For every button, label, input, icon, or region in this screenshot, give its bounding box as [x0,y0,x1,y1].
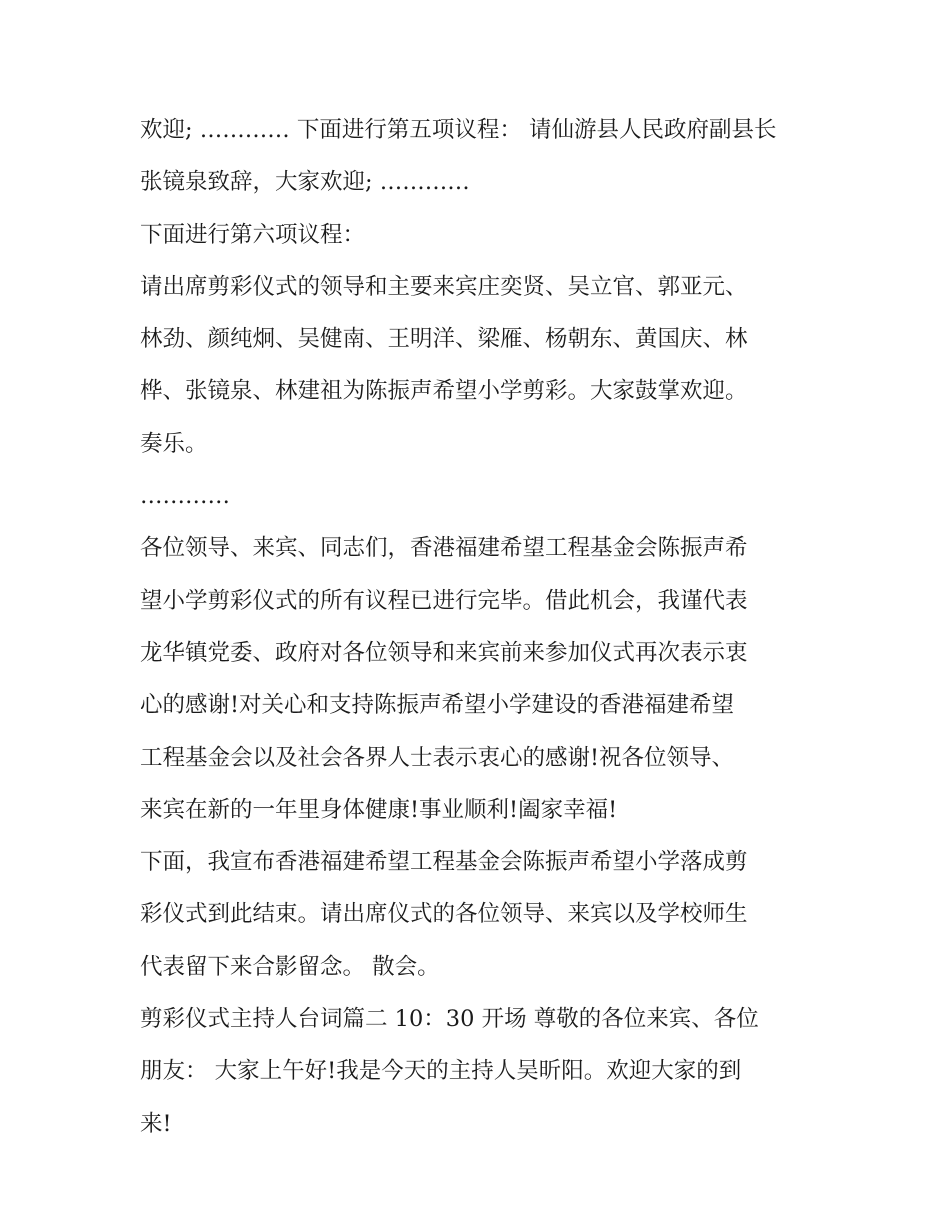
text-line: ………… [140,483,230,510]
text-line: 桦、张镜泉、林建祖为陈振声希望小学剪彩。大家鼓掌欢迎。 [140,378,748,405]
text-line: 来! [140,1110,172,1137]
text-line: 望小学剪彩仪式的所有议程已进行完毕。借此机会，我谨代表 [140,587,748,614]
text-line: 欢迎; ………… 下面进行第五项议程： 请仙游县人民政府副县长 [140,117,777,143]
document-body [140,104,820,1150]
text-line: 请出席剪彩仪式的领导和主要来宾庄奕贤、吴立官、郭亚元、 [140,273,748,300]
text-line: 心的感谢!对关心和支持陈振声希望小学建设的香港福建希望 [140,692,735,719]
text-line: 林劲、颜纯炯、吴健南、王明洋、梁雁、杨朝东、黄国庆、林 [140,326,748,353]
text-line: 张镜泉致辞，大家欢迎; ………… [140,169,470,196]
text-line: 下面，我宣布香港福建希望工程基金会陈振声希望小学落成剪 [140,849,748,876]
text-line: 奏乐。 [140,430,208,457]
text-line: 代表留下来合影留念。 散会。 [140,953,440,980]
text-line: 来宾在新的一年里身体健康!事业顺利!阖家幸福! [140,796,618,823]
text-line: 下面进行第六项议程： [140,221,366,248]
text-line: 朋友： 大家上午好!我是今天的主持人吴昕阳。欢迎大家的到 [140,1058,742,1085]
text-line: 彩仪式到此结束。请出席仪式的各位领导、来宾以及学校师生 [140,901,748,928]
text-line: 龙华镇党委、政府对各位领导和来宾前来参加仪式再次表示衷 [140,639,748,666]
text-line: 各位领导、来宾、同志们，香港福建希望工程基金会陈振声希 [140,535,748,562]
text-line: 剪彩仪式主持人台词篇二 10：30 开场 尊敬的各位来宾、各位 [140,1006,759,1033]
text-line: 工程基金会以及社会各界人士表示衷心的感谢!祝各位领导、 [140,744,735,771]
